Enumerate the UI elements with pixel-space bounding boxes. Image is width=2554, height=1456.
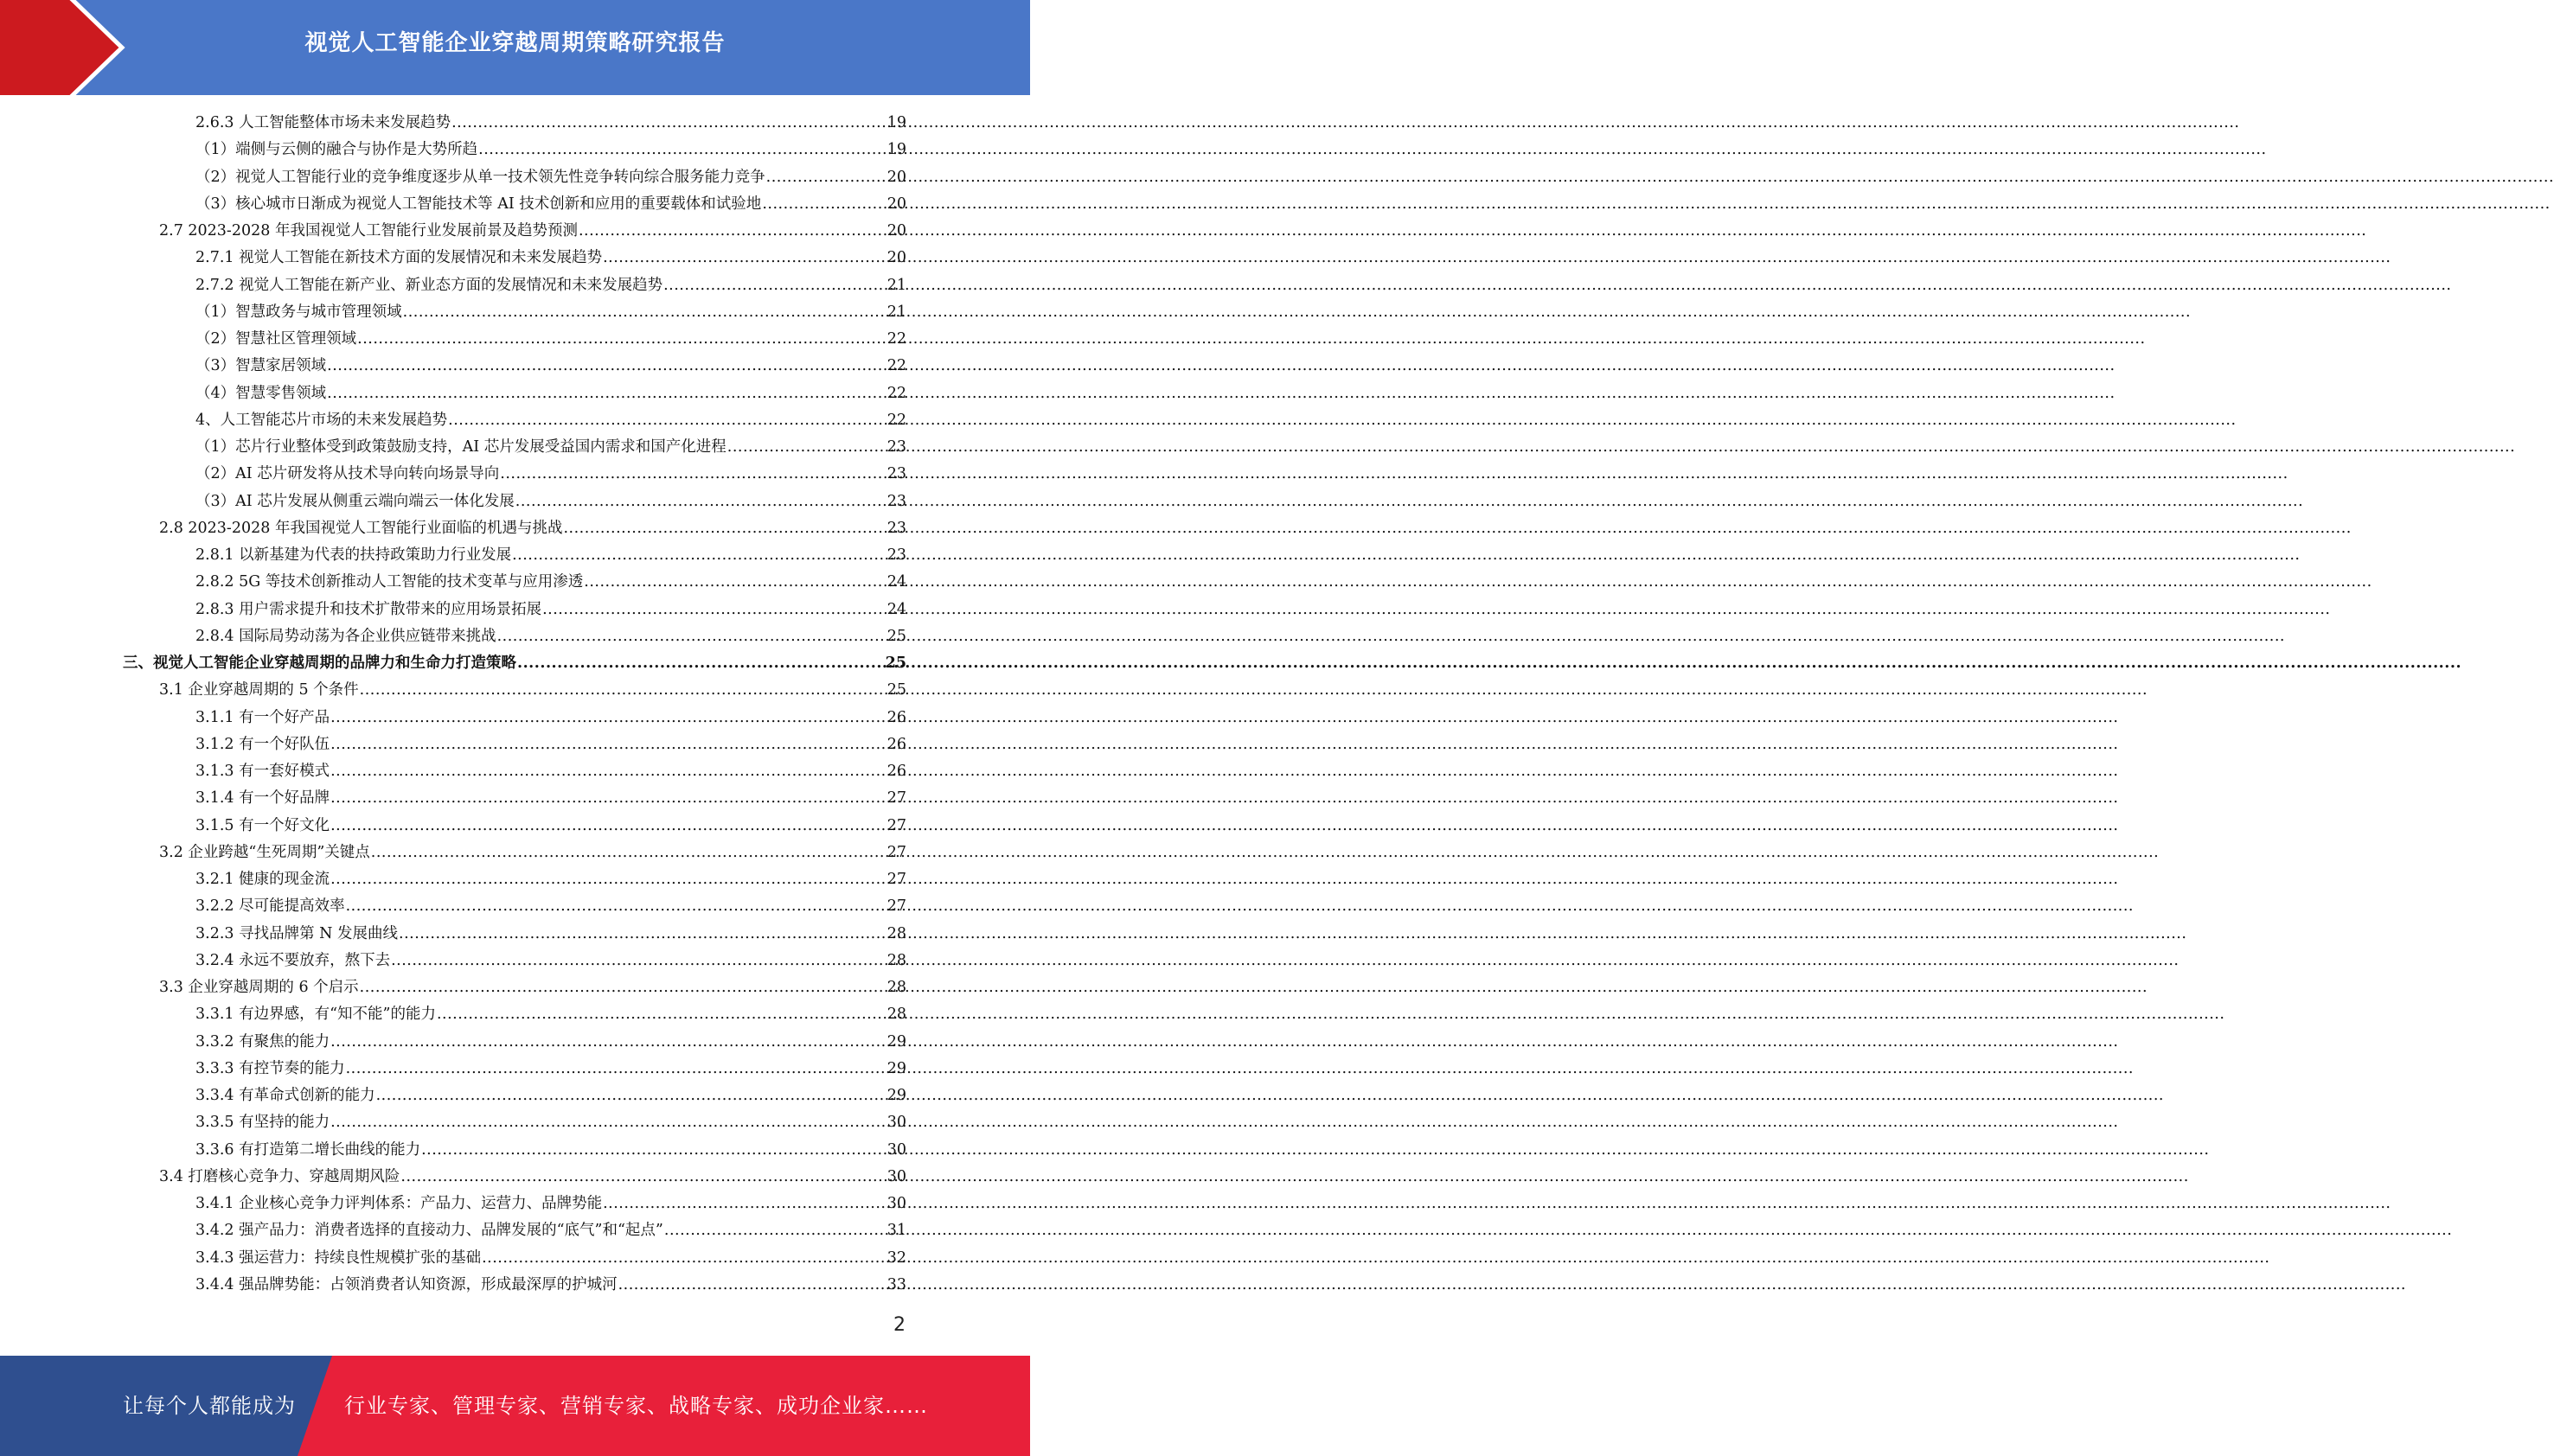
toc-entry-page: 30 <box>887 1167 906 1185</box>
toc-entry[interactable] <box>123 110 906 137</box>
toc-dot-leader <box>421 1137 887 1164</box>
toc-entry-title: 3.2.1 健康的现金流 <box>195 871 330 888</box>
toc-dot-leader <box>584 569 886 596</box>
toc-entry-page: 28 <box>887 924 906 942</box>
toc-entry-title: 2.6.3 人工智能整体市场未来发展趋势 <box>195 114 451 131</box>
toc-dot-leader <box>376 1082 887 1109</box>
toc-entry-page: 21 <box>887 303 906 321</box>
toc-dot-leader <box>330 758 887 785</box>
toc-entry-title: （2）AI 芯片研发将从技术导向转向场景导向 <box>195 465 500 483</box>
toc-entry[interactable] <box>123 1001 906 1028</box>
toc-entry[interactable] <box>123 1272 906 1299</box>
toc-dot-leader <box>399 921 887 948</box>
toc-entry[interactable] <box>123 569 906 596</box>
toc-entry-title: 3.3.4 有革命式创新的能力 <box>195 1087 375 1104</box>
toc-entry[interactable] <box>123 272 906 299</box>
page-number: 2 <box>893 1314 906 1336</box>
toc-entry-title: 3.2 企业跨越“生死周期”关键点 <box>159 843 370 861</box>
toc-entry-page: 27 <box>887 816 906 834</box>
toc-entry[interactable] <box>123 597 906 623</box>
toc-dot-leader <box>563 515 886 542</box>
toc-entry[interactable] <box>123 1056 906 1082</box>
toc-entry-page: 22 <box>887 357 906 375</box>
toc-entry-title: 3.1 企业穿越周期的 5 个条件 <box>159 681 359 699</box>
toc-entry[interactable] <box>123 1137 906 1164</box>
toc-entry-title: 3.3.5 有坚持的能力 <box>195 1114 330 1132</box>
toc-entry-title: （3）智慧家居领域 <box>195 357 327 375</box>
toc-dot-leader <box>360 974 887 1001</box>
toc-entry[interactable] <box>123 677 906 704</box>
toc-entry-page: 30 <box>887 1114 906 1132</box>
toc-entry-title: 3.4.1 企业核心竞争力评判体系：产品力、运营力、品牌势能 <box>195 1195 603 1212</box>
toc-entry-title: 三、视觉人工智能企业穿越周期的品牌力和生命力打造策略 <box>123 655 516 672</box>
toc-entry-page: 19 <box>887 141 906 159</box>
toc-entry-page: 25 <box>887 627 906 645</box>
toc-entry-title: （4）智慧零售领域 <box>195 384 327 402</box>
table-of-contents <box>123 110 906 1299</box>
toc-entry-page: 23 <box>887 546 906 564</box>
toc-dot-leader <box>330 785 887 812</box>
toc-entry-title: 2.7.1 视觉人工智能在新技术方面的发展情况和未来发展趋势 <box>195 249 603 267</box>
toc-entry-page: 24 <box>887 573 906 591</box>
toc-entry-page: 30 <box>887 1140 906 1159</box>
toc-entry-title: 3.4.2 强产品力：消费者选择的直接动力、品牌发展的“底气”和“起点” <box>195 1222 663 1240</box>
toc-entry-title: 3.1.5 有一个好文化 <box>195 816 330 834</box>
toc-entry[interactable] <box>123 731 906 758</box>
toc-entry[interactable] <box>123 1191 906 1217</box>
toc-entry-title: 3.3 企业穿越周期的 6 个启示 <box>159 979 359 996</box>
toc-dot-leader <box>766 164 887 191</box>
toc-entry-page: 28 <box>887 1006 906 1024</box>
toc-dot-leader <box>497 623 887 650</box>
toc-entry[interactable] <box>123 326 906 353</box>
toc-entry-page: 28 <box>887 979 906 996</box>
toc-dot-leader <box>663 272 887 299</box>
toc-entry-title: 2.8.4 国际局势动荡为各企业供应链带来挑战 <box>195 627 496 645</box>
toc-entry-page: 23 <box>887 492 906 510</box>
toc-entry[interactable] <box>123 1082 906 1109</box>
toc-dot-leader <box>664 1217 887 1244</box>
toc-entry-title: 3.1.4 有一个好品牌 <box>195 789 330 808</box>
toc-dot-leader <box>603 1191 887 1217</box>
toc-dot-leader <box>517 650 885 677</box>
toc-entry-page: 19 <box>887 114 906 131</box>
toc-entry-page: 28 <box>887 951 906 969</box>
toc-entry-title: （2）视觉人工智能行业的竞争维度逐步从单一技术领先性竞争转向综合服务能力竞争 <box>195 168 765 186</box>
toc-dot-leader <box>618 1272 887 1299</box>
toc-entry[interactable] <box>123 1164 906 1191</box>
toc-entry[interactable] <box>123 353 906 380</box>
toc-dot-leader <box>330 705 887 731</box>
toc-entry-page: 22 <box>887 411 906 429</box>
toc-dot-leader <box>500 461 886 488</box>
toc-dot-leader <box>357 326 887 353</box>
toc-entry-page: 26 <box>887 735 906 753</box>
toc-entry-page: 27 <box>887 843 906 861</box>
toc-entry[interactable] <box>123 299 906 326</box>
toc-dot-leader <box>478 137 887 163</box>
toc-entry-title: 2.7.2 视觉人工智能在新产业、新业态方面的发展情况和未来发展趋势 <box>195 276 663 294</box>
toc-entry-title: 3.4 打磨核心竞争力、穿越周期风险 <box>159 1167 400 1185</box>
toc-entry[interactable] <box>123 218 906 245</box>
toc-entry-title: 3.3.6 有打造第二增长曲线的能力 <box>195 1140 421 1159</box>
toc-entry-title: 3.1.3 有一套好模式 <box>195 763 330 780</box>
toc-entry-title: 3.3.2 有聚焦的能力 <box>195 1032 330 1050</box>
toc-entry-page: 29 <box>887 1059 906 1077</box>
toc-entry[interactable] <box>123 515 906 542</box>
toc-entry[interactable] <box>123 1109 906 1136</box>
toc-entry[interactable] <box>123 893 906 920</box>
toc-dot-leader <box>512 542 887 569</box>
footer-slogan-right: 行业专家、管理专家、营销专家、战略专家、成功企业家…… <box>344 1394 928 1418</box>
toc-entry-title: 2.8.3 用户需求提升和技术扩散带来的应用场景拓展 <box>195 600 542 618</box>
toc-entry[interactable] <box>123 245 906 271</box>
toc-entry-page: 22 <box>887 330 906 348</box>
toc-entry-page: 20 <box>887 249 906 267</box>
toc-dot-leader <box>360 677 887 704</box>
toc-entry[interactable] <box>123 974 906 1001</box>
toc-entry-title: 3.1.1 有一个好产品 <box>195 708 330 726</box>
toc-entry-title: 2.8.1 以新基建为代表的扶持政策助力行业发展 <box>195 546 512 564</box>
toc-entry[interactable] <box>123 380 906 407</box>
toc-entry-page: 26 <box>887 708 906 726</box>
toc-entry[interactable] <box>123 866 906 893</box>
toc-entry-page: 24 <box>887 600 906 618</box>
toc-entry-page: 27 <box>887 871 906 888</box>
toc-dot-leader <box>451 110 887 137</box>
toc-dot-leader <box>327 353 887 380</box>
toc-dot-leader <box>762 191 886 218</box>
toc-entry-title: 3.3.1 有边界感，有“知不能”的能力 <box>195 1006 436 1024</box>
toc-entry[interactable] <box>123 407 906 434</box>
toc-entry-title: （1）芯片行业整体受到政策鼓励支持，AI 芯片发展受益国内需求和国产化进程 <box>195 438 727 456</box>
toc-dot-leader <box>330 731 887 758</box>
toc-entry-title: 3.4.4 强品牌势能：占领消费者认知资源，形成最深厚的护城河 <box>195 1275 618 1293</box>
toc-entry[interactable] <box>123 434 906 461</box>
toc-entry[interactable] <box>123 948 906 974</box>
toc-dot-leader <box>542 597 887 623</box>
toc-entry-page: 30 <box>887 1195 906 1212</box>
toc-entry[interactable] <box>123 542 906 569</box>
toc-dot-leader <box>727 434 887 461</box>
header-band <box>0 0 1030 95</box>
document-title: 视觉人工智能企业穿越周期策略研究报告 <box>304 30 726 56</box>
toc-dot-leader <box>371 840 887 866</box>
toc-entry-page: 26 <box>887 763 906 780</box>
toc-dot-leader <box>403 299 887 326</box>
toc-entry-title: 4、人工智能芯片市场的未来发展趋势 <box>195 411 448 429</box>
toc-entry-page: 33 <box>887 1275 906 1293</box>
toc-entry-title: 3.2.4 永远不要放弃，熬下去 <box>195 951 391 969</box>
toc-entry[interactable] <box>123 921 906 948</box>
footer-band <box>0 1356 1030 1456</box>
toc-dot-leader <box>327 380 887 407</box>
toc-entry[interactable] <box>123 705 906 731</box>
toc-entry-page: 25 <box>887 681 906 699</box>
toc-entry-title: （2）智慧社区管理领域 <box>195 330 357 348</box>
toc-entry-page: 29 <box>887 1032 906 1050</box>
toc-entry[interactable] <box>123 840 906 866</box>
toc-dot-leader <box>400 1164 886 1191</box>
toc-entry-page: 20 <box>887 222 906 239</box>
toc-entry[interactable] <box>123 1029 906 1056</box>
toc-entry[interactable] <box>123 191 906 218</box>
toc-dot-leader <box>579 218 887 245</box>
toc-entry[interactable] <box>123 623 906 650</box>
toc-entry-page: 20 <box>887 195 906 213</box>
toc-entry[interactable] <box>123 785 906 812</box>
toc-entry-title: （1）端侧与云侧的融合与协作是大势所趋 <box>195 141 478 159</box>
toc-entry-title: 3.2.3 寻找品牌第 N 发展曲线 <box>195 924 399 942</box>
toc-entry[interactable] <box>123 137 906 163</box>
toc-entry-page: 20 <box>887 168 906 186</box>
toc-entry-title: 2.8 2023-2028 年我国视觉人工智能行业面临的机遇与挑战 <box>159 519 563 537</box>
toc-entry[interactable] <box>123 758 906 785</box>
toc-entry-title: （3）AI 芯片发展从侧重云端向端云一体化发展 <box>195 492 515 510</box>
toc-dot-leader <box>330 1029 887 1056</box>
toc-entry-page: 22 <box>887 384 906 402</box>
toc-entry-page: 32 <box>887 1248 906 1267</box>
toc-entry-title: 2.8.2 5G 等技术创新推动人工智能的技术变革与应用渗透 <box>195 573 584 591</box>
toc-entry-page: 23 <box>887 519 906 537</box>
footer-slogan-left: 让每个人都能成为 <box>123 1394 296 1418</box>
toc-entry[interactable] <box>123 1217 906 1244</box>
toc-entry[interactable] <box>123 164 906 191</box>
toc-dot-leader <box>346 1056 887 1082</box>
toc-entry-title: （1）智慧政务与城市管理领域 <box>195 303 402 321</box>
toc-entry-page: 23 <box>887 438 906 456</box>
toc-dot-leader <box>448 407 887 434</box>
toc-entry-title: 3.4.3 强运营力：持续良性规模扩张的基础 <box>195 1248 482 1267</box>
toc-entry[interactable] <box>123 650 906 677</box>
toc-dot-leader <box>391 948 887 974</box>
toc-entry-page: 21 <box>887 276 906 294</box>
toc-dot-leader <box>515 489 887 515</box>
toc-entry-title: （3）核心城市日渐成为视觉人工智能技术等 AI 技术创新和应用的重要载体和试验地 <box>195 195 762 213</box>
toc-dot-leader <box>437 1001 887 1028</box>
toc-entry-page: 29 <box>887 1087 906 1104</box>
toc-entry-page: 27 <box>887 789 906 808</box>
toc-dot-leader <box>330 813 887 840</box>
toc-dot-leader <box>330 866 887 893</box>
toc-entry-page: 31 <box>887 1222 906 1240</box>
toc-entry-page: 23 <box>887 465 906 483</box>
toc-dot-leader <box>482 1245 887 1272</box>
toc-entry-page: 25 <box>885 655 906 672</box>
toc-dot-leader <box>603 245 887 271</box>
toc-entry-title: 2.7 2023-2028 年我国视觉人工智能行业发展前景及趋势预测 <box>159 222 578 239</box>
toc-entry[interactable] <box>123 1245 906 1272</box>
toc-dot-leader <box>330 1109 887 1136</box>
toc-entry[interactable] <box>123 461 906 488</box>
toc-entry-title: 3.2.2 尽可能提高效率 <box>195 897 345 916</box>
toc-entry[interactable] <box>123 489 906 515</box>
toc-entry[interactable] <box>123 813 906 840</box>
toc-entry-title: 3.1.2 有一个好队伍 <box>195 735 330 753</box>
toc-entry-title: 3.3.3 有控节奏的能力 <box>195 1059 345 1077</box>
toc-entry-page: 27 <box>887 897 906 916</box>
toc-dot-leader <box>346 893 887 920</box>
